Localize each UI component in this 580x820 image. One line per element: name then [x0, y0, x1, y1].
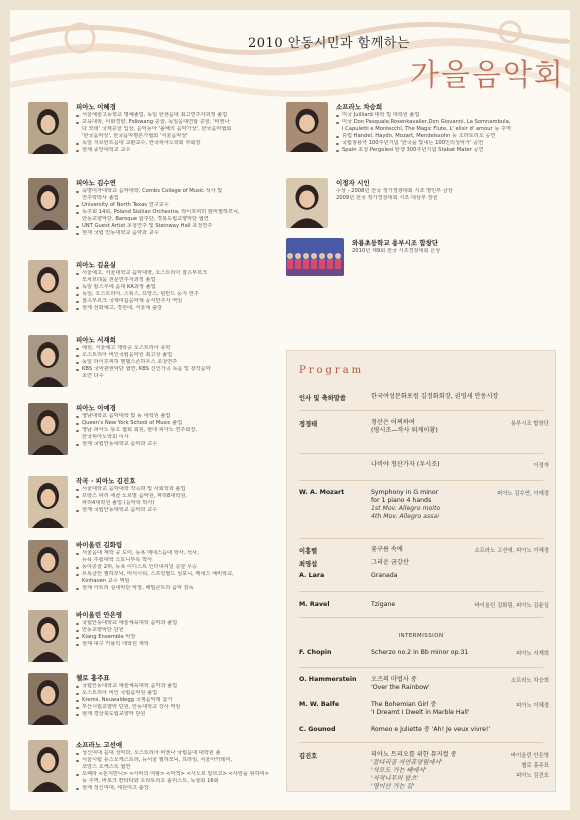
- performer-bio-line: 초연 다수: [82, 373, 104, 379]
- program-work-line: 'Over the Rainbow': [371, 684, 430, 691]
- performer-bio-line: 프랑스 파리 에꼴 노르말 음악원, 파리8대학원,: [76, 493, 286, 500]
- performer-photo: [28, 335, 68, 387]
- header-subtitle: 2010 안동시민과 함께하는: [248, 36, 410, 51]
- performer-text: [76, 740, 286, 792]
- performer-bio-line: 현재 성신여대, 세원여고 출강: [76, 785, 286, 792]
- program-work: [371, 393, 498, 401]
- performer-bio-line: 교육대학, 이화경향, Folkwang 콩쿨, 독일음대연합 콩쿨, '비엔나: [76, 119, 286, 126]
- performer-name: 첼로 홍주표: [76, 674, 110, 682]
- performer-text: [336, 102, 556, 154]
- program-work-line: 한국여성문화포럼 김정화회장, 권영세 안동시장: [371, 393, 499, 400]
- performer-bio: [336, 112, 556, 154]
- performer-bio-line: 수상 - 2008년 전국 정가경창대회 시조 명인부 금상: [336, 188, 453, 194]
- performer-photo: [28, 476, 68, 528]
- performer-photo: [28, 178, 68, 230]
- program-work: [371, 751, 457, 791]
- program-work: [371, 419, 438, 435]
- performer-bio-line: 독일 라이프찌히 멘델스존하우스 초청연주: [76, 359, 286, 366]
- performer-bio-line: 연주학박사 졸업: [82, 195, 119, 201]
- program-composer: C. Gounod: [299, 726, 336, 733]
- performer-name: 소프라노 고선애: [76, 741, 123, 749]
- performer-bio-line: Kinhaven 교수 역임: [82, 578, 130, 584]
- performer-bio: [336, 188, 556, 202]
- performer-bio: [76, 550, 286, 592]
- performer-bio-line: 오스트리아 비인 국립음악원 졸업: [76, 690, 286, 697]
- performer-name: 피아노 이혜경: [76, 103, 116, 111]
- program-work-line: 꽃구름 속에: [371, 546, 403, 553]
- performer-text: [76, 102, 286, 154]
- performer-name: 와룡초등학교 용부시조 합창단: [352, 239, 439, 247]
- program-performer: 첼로 홍주표: [521, 763, 549, 769]
- program-divider: [299, 480, 543, 481]
- program-box: [286, 350, 556, 792]
- program-work-line: 4th Mov. Allegro assai: [371, 513, 439, 520]
- program-composer: M. W. Balfe: [299, 701, 340, 708]
- performer-bio-line: 다 모테' 국제콩쿨 입상, 음악동아 '올해의 음악가상', 한국음악협회: [82, 126, 232, 132]
- performer-bio-line: 서울예고, 서울대학교 음악대학, 오스트리아 잘츠부르크: [76, 270, 286, 277]
- performer-bio-line: Klang Ensemble 악장: [76, 634, 286, 641]
- performer-bio-line: 서울대학교 음악대학 작곡과 및 사회학과 졸업: [76, 486, 286, 493]
- program-composer: 인사 및 축하말씀: [299, 395, 346, 402]
- program-composer: W. A. Mozart: [299, 489, 345, 496]
- program-work-line: 청산은 어찌하여: [371, 419, 415, 426]
- program-performer: 피아노 김수연, 이예경: [496, 491, 549, 497]
- program-composer: A. Lara: [299, 572, 325, 579]
- performer-bio-line: 모차르테움 전문연주자과정 졸업: [82, 277, 156, 283]
- performer-bio-line: 등 주역, 바로크 칸타타와 오라토리오 솔리스트, 독창회 16회: [82, 778, 219, 784]
- performer-photo: [28, 673, 68, 725]
- performer-bio-line: 영남 피아노 듀오 협회 회원, 현대 피아노 연주회장,: [76, 427, 286, 434]
- program-work-line: Romeo e Juliette 중 'Ah! Je veux vivre!': [371, 726, 491, 733]
- performer-bio-line: 서울예술고등학교 명예졸업, 독일 한센음대 최고연주자과정 졸업: [76, 112, 286, 119]
- performer-bio: [76, 413, 286, 448]
- performer-name: 이정자 시인: [336, 179, 370, 187]
- performer-photo: [28, 610, 68, 662]
- performer-bio-line: 영남대학교 음악대학 및 동 대학원 졸업: [76, 413, 286, 420]
- performer-text: [352, 238, 570, 255]
- performer-bio-line: 독일 지브란트음대 교환교수, 한국피아노학회 부회장: [76, 140, 286, 147]
- program-work-line: 오즈의 마법사 중: [371, 676, 417, 683]
- performer-photo: [28, 540, 68, 592]
- performer-bio: [76, 270, 286, 312]
- program-work-line: Granada: [371, 572, 398, 579]
- performer-bio-line: 잘츠부르크 국제여름음악제 공식반주자 역임: [76, 298, 286, 305]
- program-work: [371, 701, 470, 717]
- program-work-line: Tzigane: [371, 601, 396, 608]
- program-composer: 정경태: [299, 421, 318, 428]
- performer-bio-line: 현재 중앙대학교 교수: [76, 147, 286, 154]
- performer-bio-line: 뉴욕 주립대학 스토니부룩 박사: [82, 557, 153, 563]
- performer-bio-line: '한국음악상', 한국음악평론가협회 '서울음악상': [82, 133, 188, 139]
- performer-text: [76, 260, 286, 312]
- performer-bio-line: 안동교향악단 단원: [76, 627, 286, 634]
- program-work-line: (평시조—작사 퇴계이황): [371, 427, 438, 434]
- program-work-line: Scherzo no.2 in Bb minor op.31: [371, 649, 469, 656]
- program-work: [371, 601, 395, 609]
- performer-bio-line: 국립안동대학교 예술체육대학 음악과 졸업: [76, 620, 286, 627]
- intermission-label: INTERMISSION: [398, 633, 444, 639]
- program-divider: [299, 742, 543, 743]
- program-work-line: 나비야 청산가자 (우시조): [371, 461, 440, 468]
- performer-bio: [76, 683, 286, 718]
- program-performer: 피아노 이혜경: [516, 703, 549, 709]
- program-heading: Program: [299, 365, 365, 376]
- performer-bio-line: 브록클린 필하모닉, 머서시티, 스프링필드 심포니, 메네스 예비학교,: [76, 571, 286, 578]
- program-work: [371, 676, 430, 692]
- performer-bio-line: I Capuletti e Montecchi, The Magic Flute, L' elisir d' amour 등 주역: [342, 126, 511, 132]
- performer-photo: [28, 260, 68, 312]
- performer-bio-line: University of North Texas 연구교수: [76, 202, 286, 209]
- performer-text: [76, 540, 286, 592]
- program-performer: 소프라노 차승희: [510, 678, 549, 684]
- program-work: [371, 546, 403, 554]
- program-work: [371, 649, 468, 657]
- program-work-line: 1st Mov. Allegro molto: [371, 505, 441, 512]
- performer-bio: [352, 248, 570, 255]
- program-divider: [299, 410, 543, 411]
- performer-photo: [286, 102, 328, 152]
- program-work-line: 'I Dreamt I Dwelt in Marble Hall': [371, 709, 470, 716]
- program-divider: [299, 667, 543, 668]
- program-work: [371, 726, 490, 734]
- performer-text: [76, 610, 286, 648]
- program-divider: [299, 617, 543, 618]
- performer-bio-line: 코랑스 오케스트 협연: [82, 764, 131, 770]
- performer-name: 피아노 이예경: [76, 404, 116, 412]
- program-performer: 피아노 서재희: [516, 651, 549, 657]
- program-performer: 바이올린 김화림, 피아노 김윤실: [474, 603, 549, 609]
- performer-bio: [76, 188, 286, 237]
- performer-photo: [28, 102, 68, 154]
- performer-bio-line: 안동교향악단, Baroque 합주단, 경북도립교향악단 협연: [82, 216, 209, 222]
- performer-bio-line: 부산시립교향악 단원, 안동대학교 강사 역임: [76, 704, 286, 711]
- performer-bio-line: KBS 국악관현악단 협연, KBS 신인가곡 녹음 및 창작음악: [76, 366, 286, 373]
- performer-bio-line: 독주회 14회, Poland Sisilian Orchestra, 라이프찌히 캄머필하모닉,: [76, 209, 286, 216]
- performer-bio-line: 현재 국립안동대학교 음악과 교수: [76, 507, 286, 514]
- performer-bio-line: 오스트리아 비인국립음악원 최고상 졸업: [76, 352, 286, 359]
- performer-bio-line: 휴럽 Handel, Haydn, Mozart, Mendelssohn 등 오라토리오 공연: [336, 133, 556, 140]
- performer-bio-line: UNT Guest Artist 초청연주 및 Steinway Hall 초청연주: [76, 223, 286, 230]
- performer-bio-line: 국립창용극 100주년기념 '한국을 빛내는 100인의성악가' 공연: [336, 140, 556, 147]
- program-composer: F. Chopin: [299, 649, 332, 656]
- program-work: [371, 489, 440, 521]
- performer-photo: [28, 403, 68, 455]
- performer-name: 피아노 김수연: [76, 179, 116, 187]
- performer-bio-line: 2010년 제9회 전국 시조경창대회 은상: [352, 248, 441, 254]
- program-performer: 용부시조 합창단: [510, 421, 549, 427]
- performer-bio-line: 현재 선화예고, 경원대, 서울대 출강: [76, 305, 286, 312]
- performer-photo: [286, 238, 344, 276]
- performer-name: 작곡 · 피아노 김진호: [76, 477, 136, 485]
- program-work-line: '석모도 가는 배에서': [371, 767, 427, 774]
- performer-text: [76, 403, 286, 448]
- performer-bio: [76, 345, 286, 380]
- program-work-line: The Bohemian Girl 중: [371, 701, 437, 708]
- performer-bio-line: 한국피아노학회 이사: [82, 434, 129, 440]
- program-composer: 김진호: [299, 753, 318, 760]
- performer-text: [336, 178, 556, 202]
- performer-photo: [28, 740, 68, 792]
- program-performer: 피아노 김진호: [516, 773, 549, 779]
- performer-bio: [76, 112, 286, 154]
- program-work-line: Symphony in G minor: [371, 489, 439, 496]
- performer-bio-line: Krems, Neuwaldegg 국제음악제 참가: [76, 697, 286, 704]
- performer-bio-line: 2009년 전국 정가경창대회 시조 대상부 장원: [336, 195, 438, 201]
- program-work-line: 피아노 트리오를 위한 뮤지컬 중: [371, 751, 457, 758]
- program-performer: 바이올린 안은영: [510, 753, 549, 759]
- program-composer: M. Ravel: [299, 601, 330, 608]
- performer-bio-line: 미국 Don Pasquale,Rosenkavalier,Don Giovanni, La Somnambula,: [336, 119, 556, 126]
- performer-bio-line: 현재 아트리 실내악단 악장, 해밀콘트리 음악 감독: [76, 585, 286, 592]
- program-work: [371, 559, 409, 567]
- performer-bio-line: 독일, 오스트리아, 스위스, 프랑스, 핀란드 등지 연주: [76, 291, 286, 298]
- performer-name: 소프라노 차승희: [336, 103, 383, 111]
- performer-bio-line: 미국 Juilliard 대학 및 대학원 졸업: [336, 112, 556, 119]
- program-work-line: '잡다리골 자연휴양림에서': [371, 759, 443, 766]
- performer-bio-line: Queen's New York School of Music 졸업: [76, 420, 286, 427]
- performer-name: 피아노 김윤실: [76, 261, 116, 269]
- performer-name: 바이올린 안은영: [76, 611, 123, 619]
- program-composer: O. Hammerstein: [299, 676, 357, 683]
- program-composer: 이흥렬: [299, 548, 318, 555]
- performer-bio: [76, 620, 286, 648]
- performer-bio-line: Spain 초청 Pergolesi 탄생 300주년기념 Stabat Mater 공연: [336, 147, 556, 154]
- performer-bio-line: 숙명여자대학교 음악대학, Combs College of Music 석사 및: [76, 188, 286, 195]
- performer-text: [76, 335, 286, 380]
- program-work: [371, 461, 440, 469]
- performer-bio: [76, 750, 286, 792]
- concert-poster: [10, 10, 570, 810]
- program-divider: [299, 591, 543, 592]
- program-divider: [299, 538, 543, 539]
- program-work-line: '자작나무의 왈츠': [371, 775, 419, 782]
- performer-bio-line: 현재 국립안동대학교 음악과 교수: [76, 441, 286, 448]
- program-work-line: 그리운 금강산: [371, 559, 409, 566]
- program-performer: 소프라노 고선애, 피아노 이혜경: [474, 548, 549, 554]
- performer-text: [76, 476, 286, 514]
- program-work-line: for 1 piano 4 hands: [371, 497, 432, 504]
- performer-bio-line: 동아콩쿨 2위, 뉴욕 이디스트 인터내셔널 콩쿨 우승: [76, 564, 286, 571]
- performer-text: [76, 673, 286, 718]
- performer-bio-line: 현재 국립 안동대학교 음악과 교수: [76, 230, 286, 237]
- performer-bio-line: 서울시립 유스오케스트라, 뉴서울 필하모닉, 프라임, 서울아카데미,: [76, 757, 286, 764]
- performer-bio-line: 예원, 서울예고 재학중 오스트리아 유학: [76, 345, 286, 352]
- performer-bio-line: 현재 대구 카톨릭 대학원 재학: [76, 641, 286, 648]
- performer-bio-line: 독일 칼스루에 음대 KA과정 졸업: [76, 284, 286, 291]
- performer-name: 피아노 서재희: [76, 336, 116, 344]
- performer-photo: [286, 178, 328, 228]
- performer-bio: [76, 486, 286, 514]
- header-title: 가을음악회: [410, 58, 565, 93]
- performer-bio-line: 국립안동대학교 예술체육대학 음악과 졸업: [76, 683, 286, 690]
- performer-name: 바이올린 김화림: [76, 541, 123, 549]
- program-work-line: '명이산 가는 길': [371, 783, 415, 790]
- program-performer: 이정자: [533, 463, 549, 469]
- program-composer: 최영섭: [299, 561, 318, 568]
- program-work: [371, 572, 398, 580]
- program-divider: [299, 453, 543, 454]
- performer-bio-line: 서울음대 재학 중 도미, 뉴욕 매네스음대 학사, 석사,: [76, 550, 286, 557]
- performer-bio-line: 성신여대 음대 성악과, 오스트리아 비엔나 국립음대 대학원 졸: [76, 750, 286, 757]
- performer-text: [76, 178, 286, 237]
- performer-bio-line: 현재 경상북도립교향악 단원: [76, 711, 286, 718]
- performer-bio-line: 파리4대학원 졸업 (음악학 박사): [82, 500, 155, 506]
- performer-bio-line: 오페라 <돈지반니> <사비의 여왕> <마적> <시노르 알르코> <사랑을 위하여>: [76, 771, 286, 778]
